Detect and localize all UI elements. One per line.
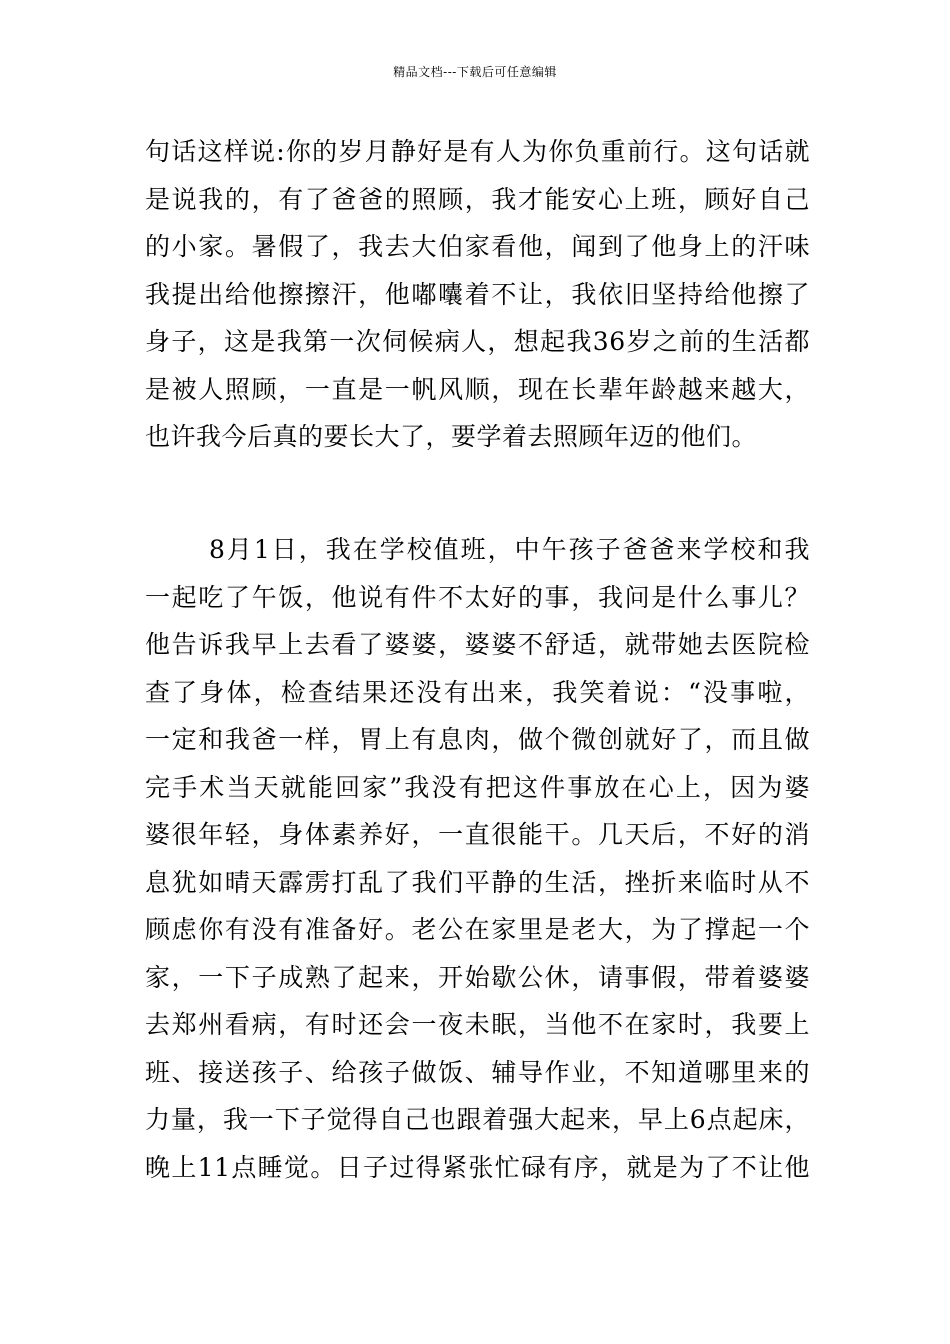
text-line: 顾虑你有没有准备好。老公在家里是老大，为了撑起一个 [145,915,810,944]
text-line: 力量，我一下子觉得自己也跟着强大起来，早上6点起床， [145,1105,810,1134]
text-line: 是说我的，有了爸爸的照顾，我才能安心上班，顾好自己 [145,184,810,214]
page-header: 精品文档---下载后可任意编辑 [393,65,557,79]
text-line: 晚上11点睡觉。日子过得紧张忙碌有序，就是为了不让他 [145,1152,810,1182]
paragraph-1 [145,128,810,461]
text-line: 的小家。暑假了，我去大伯家看他，闻到了他身上的汗味 [145,232,810,261]
text-line: 息犹如晴天霹雳打乱了我们平静的生活，挫折来临时从不 [145,867,810,897]
text-line-last: 也许我今后真的要长大了，要学着去照顾年迈的他们。 [145,422,758,451]
text-line: 去郑州看病，有时还会一夜未眠，当他不在家时，我要上 [145,1010,810,1039]
text-line: 句话这样说:你的岁月静好是有人为你负重前行。这句话就 [145,137,810,166]
text-line: 一定和我爸一样，胃上有息肉，做个微创就好了，而且做 [145,725,810,754]
text-line: 一起吃了午饭，他说有件不太好的事，我问是什么事儿？ [145,582,810,612]
text-line-indented: 8月1日，我在学校值班，中午孩子爸爸来学校和我 [209,535,810,564]
text-line: 他告诉我早上去看了婆婆，婆婆不舒适，就带她去医院检 [145,630,810,659]
text-line: 班、接送孩子、给孩子做饭、辅导作业，不知道哪里来的 [145,1057,810,1087]
text-line: 完手术当天就能回家”我没有把这件事放在心上，因为婆 [145,772,810,802]
text-line: 查了身体，检查结果还没有出来，我笑着说：“没事啦， [145,677,810,707]
text-line: 我提出给他擦擦汗，他嘟囔着不让，我依旧坚持给他擦了 [145,279,810,309]
text-line: 是被人照顾，一直是一帆风顺，现在长辈年龄越来越大， [145,374,810,404]
text-line: 婆很年轻，身体素养好，一直很能干。几天后，不好的消 [145,820,810,849]
paragraph-2 [145,526,810,1191]
text-line: 家，一下子成熟了起来，开始歇公休，请事假，带着婆婆 [145,962,810,992]
text-line: 身子，这是我第一次伺候病人，想起我36岁之前的生活都 [145,327,810,356]
